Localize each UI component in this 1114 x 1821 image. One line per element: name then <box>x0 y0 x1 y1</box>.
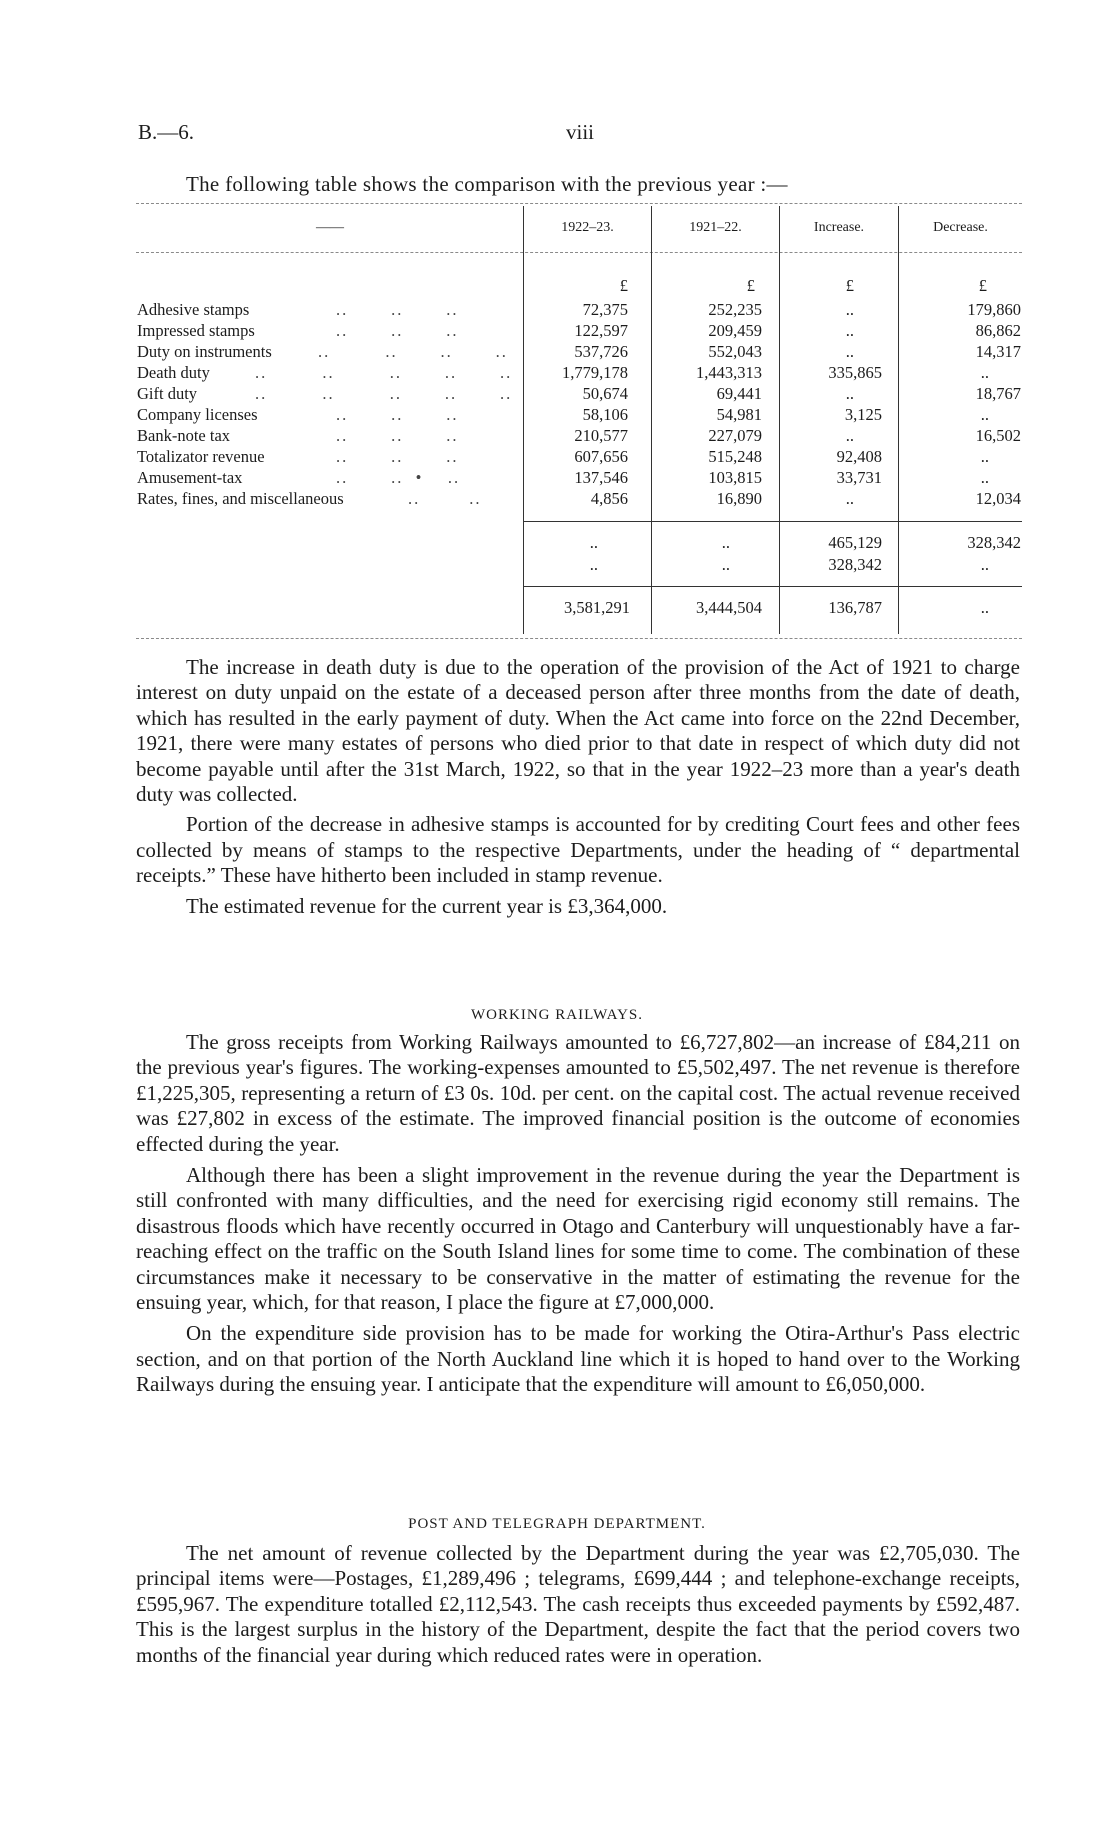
currency-symbol: £ <box>746 276 755 295</box>
currency-symbol: £ <box>978 276 987 295</box>
total-decrease: .. <box>980 598 989 617</box>
railways-commentary <box>136 1030 1020 1398</box>
row-label: Bank-note tax <box>137 426 231 445</box>
leader-dots: .. .. .. <box>336 405 459 424</box>
table-row <box>0 321 1114 342</box>
leader-dots: .. .. .. <box>336 321 459 340</box>
value-1921: 552,043 <box>708 342 762 361</box>
value-1922: 537,726 <box>574 342 628 361</box>
total-rule <box>524 586 1022 587</box>
subtotal-row <box>0 533 1114 554</box>
value-decrease: 18,767 <box>975 384 1021 403</box>
value-increase: 335,865 <box>828 363 882 382</box>
leader-dots: .. .. .. <box>336 426 459 445</box>
paragraph: Although there has been a slight improvement in the revenue during the year the Department is still confronted with many difficulties, and the need for exercising rigid economy still remains. The disastrous floods which have recently occurred in Otago and Canterbury will unquestionably have a far-reaching effect on the traffic on the South Island lines for some time to come. The combination of these circumstances make it necessary to be conservative in the matter of estimating the revenue for the ensuing year, which, for that reason, I place the figure at £7,000,000. <box>136 1163 1020 1315</box>
column-header-1922: 1922–23. <box>561 220 614 235</box>
value-1921: .. <box>721 533 730 552</box>
value-1922: 210,577 <box>574 426 628 445</box>
table-bottom-rule <box>136 638 1022 639</box>
value-1922: 1,779,178 <box>562 363 628 382</box>
paragraph: The gross receipts from Working Railways amounted to £6,727,802—an increase of £84,211 on the previous year's figures. The working-expenses amounted to £5,502,497. The net revenue is therefore £1,225,305, representing a return of £3 0s. 10d. per cent. on the capital cost. The actual revenue received was £27,802 in excess of the estimate. The improved financial position is the outcome of economies effected during the year. <box>136 1030 1020 1156</box>
subtotal-rule <box>524 521 1022 522</box>
value-1922: 607,656 <box>574 447 628 466</box>
value-1921: 252,235 <box>708 300 762 319</box>
column-header-decrease: Decrease. <box>933 220 988 235</box>
row-label: Death duty <box>137 363 210 382</box>
row-label: Company licenses <box>137 405 258 424</box>
column-header-label: —— <box>316 220 344 235</box>
table-row <box>0 342 1114 363</box>
leader-dots: .. .. .. .. .. <box>255 363 513 382</box>
value-increase: 465,129 <box>828 533 882 552</box>
value-increase: 33,731 <box>836 468 882 487</box>
table-row <box>0 405 1114 426</box>
leader-dots: .. .. .. <box>336 300 459 319</box>
value-increase: .. <box>845 426 854 445</box>
table-row <box>0 300 1114 321</box>
value-increase: 92,408 <box>836 447 882 466</box>
value-increase: .. <box>845 300 854 319</box>
value-1922: 137,546 <box>574 468 628 487</box>
table-row <box>0 384 1114 405</box>
table-row <box>0 489 1114 510</box>
row-label: Rates, fines, and miscellaneous <box>137 489 344 508</box>
total-increase: 136,787 <box>828 598 882 617</box>
paragraph: On the expenditure side provision has to be made for working the Otira-Arthur's Pass electric section, and on that portion of the North Auckland line which it is hoped to hand over to the Working Railways during the ensuing year. I anticipate that the expenditure will amount to £6,050,000. <box>136 1321 1020 1397</box>
leader-dots: .. .. • .. <box>336 468 461 487</box>
value-decrease: 179,860 <box>967 300 1021 319</box>
total-row <box>0 598 1114 619</box>
value-1922: 58,106 <box>582 405 628 424</box>
value-1921: 1,443,313 <box>696 363 762 382</box>
currency-symbol: £ <box>619 276 628 295</box>
table-row <box>0 426 1114 447</box>
row-label: Gift duty <box>137 384 198 403</box>
stamp-duty-commentary <box>136 655 1020 919</box>
value-decrease: 14,317 <box>975 342 1021 361</box>
leader-dots: .. .. .. <box>336 447 459 466</box>
value-increase: .. <box>845 384 854 403</box>
total-1922: 3,581,291 <box>564 598 630 617</box>
table-header-rule <box>136 252 1022 253</box>
value-1922: 4,856 <box>590 489 628 508</box>
value-decrease: .. <box>980 363 989 382</box>
value-decrease: .. <box>980 447 989 466</box>
table-top-rule <box>136 203 1022 204</box>
value-increase: 3,125 <box>844 405 882 424</box>
row-label: Duty on instruments <box>137 342 272 361</box>
total-1921: 3,444,504 <box>696 598 762 617</box>
paragraph: Portion of the decrease in adhesive stamps is accounted for by crediting Court fees and other fees collected by means of stamps to the respective Departments, under the heading of “ departmental receipts.” These have hitherto been included in stamp revenue. <box>136 812 1020 888</box>
value-decrease: 328,342 <box>967 533 1021 552</box>
section-heading-railways: WORKING RAILWAYS. <box>471 1007 643 1023</box>
document-reference: B.—6. <box>138 120 195 144</box>
row-label: Amusement-tax <box>137 468 243 487</box>
value-decrease: .. <box>980 555 989 574</box>
value-decrease: 86,862 <box>975 321 1021 340</box>
page-number: viii <box>566 120 595 144</box>
post-telegraph-commentary <box>136 1541 1020 1668</box>
paragraph: The increase in death duty is due to the operation of the provision of the Act of 1921 to charge interest on duty unpaid on the estate of a deceased person after three months from the date of death, which has resulted in the early payment of duty. When the Act came into force on the 22nd December, 1921, there were many estates of persons who died prior to that date in respect of which duty did not become payable until after the 31st March, 1922, so that in the year 1922–23 more than a year's death duty was collected. <box>136 655 1020 807</box>
value-1922: .. <box>589 555 598 574</box>
column-header-1921: 1921–22. <box>689 220 742 235</box>
value-decrease: 12,034 <box>975 489 1021 508</box>
leader-dots: .. .. .. .. .. <box>255 384 513 403</box>
column-header-increase: Increase. <box>813 220 865 235</box>
value-1921: 209,459 <box>708 321 762 340</box>
value-increase: .. <box>845 342 854 361</box>
table-intro: The following table shows the comparison with the previous year :— <box>186 172 788 196</box>
value-1922: 72,375 <box>582 300 628 319</box>
leader-dots: .. .. <box>408 489 482 508</box>
row-label: Totalizator revenue <box>137 447 265 466</box>
value-1922: 50,674 <box>582 384 628 403</box>
value-1921: 227,079 <box>708 426 762 445</box>
subtotal-row <box>0 555 1114 576</box>
leader-dots: .. .. .. .. <box>318 342 508 361</box>
value-increase: .. <box>845 489 854 508</box>
value-decrease: 16,502 <box>975 426 1021 445</box>
value-decrease: .. <box>980 468 989 487</box>
value-increase: .. <box>845 321 854 340</box>
value-1921: 515,248 <box>708 447 762 466</box>
value-increase: 328,342 <box>828 555 882 574</box>
value-1921: 69,441 <box>716 384 762 403</box>
table-row <box>0 447 1114 468</box>
value-1921: .. <box>721 555 730 574</box>
row-label: Adhesive stamps <box>137 300 250 319</box>
value-decrease: .. <box>980 405 989 424</box>
table-row <box>0 468 1114 489</box>
value-1921: 16,890 <box>716 489 762 508</box>
value-1922: 122,597 <box>574 321 628 340</box>
value-1922: .. <box>589 533 598 552</box>
currency-row <box>0 276 1114 297</box>
paragraph: The estimated revenue for the current year is £3,364,000. <box>186 893 668 918</box>
row-label: Impressed stamps <box>137 321 255 340</box>
paragraph: The net amount of revenue collected by the Department during the year was £2,705,030. The principal items were—Postages, £1,289,496 ; telegrams, £699,444 ; and telephone-exchange receipts, £595,967. The expenditure totalled £2,112,543. The cash receipts thus exceeded payments by £592,487. This is the largest surplus in the history of the Department, despite the fact that the period covers two months of the financial year during which reduced rates were in operation. <box>136 1541 1020 1667</box>
section-heading-post-telegraph: POST AND TELEGRAPH DEPARTMENT. <box>408 1516 706 1532</box>
value-1921: 103,815 <box>708 468 762 487</box>
currency-symbol: £ <box>845 276 854 295</box>
table-row <box>0 363 1114 384</box>
value-1921: 54,981 <box>716 405 762 424</box>
